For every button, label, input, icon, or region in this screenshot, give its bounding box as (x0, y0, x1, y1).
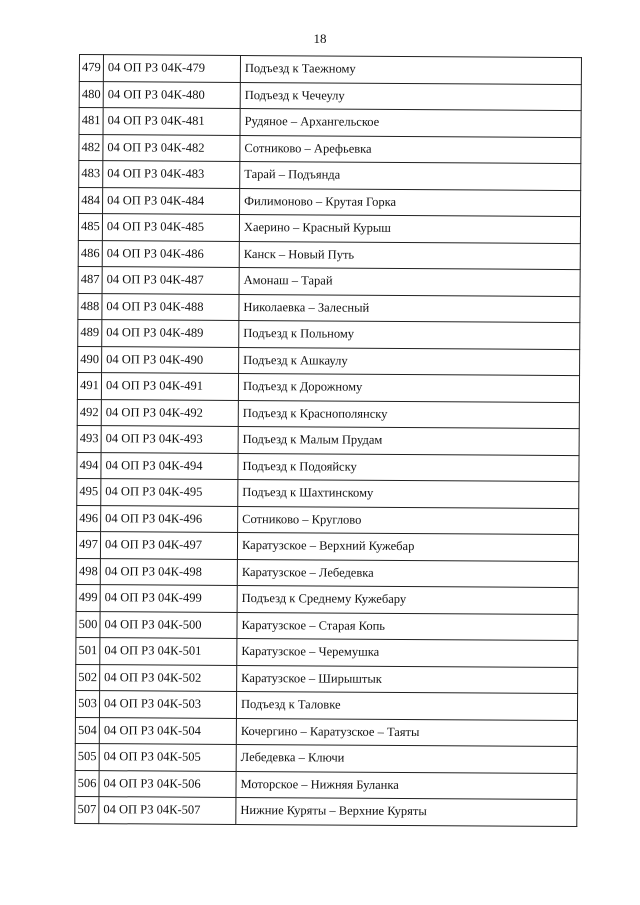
road-name-cell: Подъезд к Чечеулу (240, 82, 581, 111)
road-name-cell: Сотниково – Круглово (238, 506, 579, 535)
row-number-cell: 494 (77, 452, 101, 479)
table-row (76, 558, 578, 588)
road-name-cell: Каратузское – Ширыштык (237, 665, 578, 694)
road-code-cell: 04 ОП РЗ 04К-489 (102, 320, 239, 347)
road-code-cell: 04 ОП РЗ 04К-503 (99, 691, 236, 718)
road-name-cell: Подъезд к Среднему Кужебару (237, 585, 578, 614)
road-code-cell: 04 ОП РЗ 04К-486 (102, 240, 239, 267)
row-number-cell: 496 (77, 505, 101, 532)
road-name-cell: Моторское – Нижняя Буланка (236, 771, 577, 800)
road-code-cell: 04 ОП РЗ 04К-488 (102, 293, 239, 320)
roads-table-body (75, 55, 582, 827)
row-number-cell: 498 (76, 558, 100, 585)
road-code-cell: 04 ОП РЗ 04К-485 (102, 214, 239, 241)
row-number-cell: 504 (75, 717, 99, 744)
row-number-cell: 506 (75, 770, 99, 797)
page-number: 18 (313, 31, 327, 46)
road-code-cell: 04 ОП РЗ 04К-480 (103, 81, 240, 108)
road-code-cell: 04 ОП РЗ 04К-499 (100, 585, 237, 612)
row-number-cell: 484 (79, 187, 103, 214)
road-name-cell: Сотниково – Арефьевка (240, 135, 581, 164)
table-row (79, 187, 581, 217)
row-number-cell: 485 (78, 214, 102, 241)
road-code-cell: 04 ОП РЗ 04К-500 (100, 611, 237, 638)
road-name-cell: Тарай – Подъянда (240, 161, 581, 190)
table-row (79, 81, 581, 111)
road-code-cell: 04 ОП РЗ 04К-493 (101, 426, 238, 453)
road-code-cell: 04 ОП РЗ 04К-487 (102, 267, 239, 294)
road-code-cell: 04 ОП РЗ 04К-506 (99, 770, 236, 797)
table-row (77, 425, 579, 455)
road-code-cell: 04 ОП РЗ 04К-497 (100, 532, 237, 559)
row-number-cell: 503 (75, 690, 99, 717)
road-code-cell: 04 ОП РЗ 04К-502 (100, 664, 237, 691)
row-number-cell: 507 (75, 796, 99, 823)
row-number-cell: 500 (76, 611, 100, 638)
road-name-cell: Каратузское – Верхний Кужебар (237, 532, 578, 561)
road-code-cell: 04 ОП РЗ 04К-479 (103, 55, 240, 82)
road-code-cell: 04 ОП РЗ 04К-483 (103, 161, 240, 188)
table-row (75, 743, 577, 773)
road-code-cell: 04 ОП РЗ 04К-507 (99, 797, 236, 824)
road-name-cell: Каратузское – Черемушка (237, 638, 578, 667)
table-row (75, 690, 577, 720)
table-row (79, 108, 581, 138)
road-name-cell: Лебедевка – Ключи (236, 744, 577, 773)
table-row (75, 717, 577, 747)
row-number-cell: 497 (76, 531, 100, 558)
road-code-cell: 04 ОП РЗ 04К-498 (100, 558, 237, 585)
table-row (78, 293, 580, 323)
road-name-cell: Филимоново – Крутая Горка (240, 188, 581, 217)
road-name-cell: Подъезд к Таловке (236, 691, 577, 720)
road-name-cell: Кочергино – Каратузское – Таяты (236, 718, 577, 747)
roads-table (74, 54, 582, 827)
table-row (76, 664, 578, 694)
road-name-cell: Подъезд к Польному (239, 320, 580, 349)
table-row (78, 214, 580, 244)
road-code-cell: 04 ОП РЗ 04К-505 (99, 744, 236, 771)
table-row (78, 319, 580, 349)
table-row (76, 611, 578, 641)
row-number-cell: 499 (76, 584, 100, 611)
table-row (79, 134, 581, 164)
table-row (75, 796, 577, 826)
road-name-cell: Хаерино – Красный Курыш (239, 214, 580, 243)
table-row (77, 372, 579, 402)
road-name-cell: Подъезд к Дорожному (238, 373, 579, 402)
table-row (77, 505, 579, 535)
table-row (79, 55, 581, 85)
road-code-cell: 04 ОП РЗ 04К-490 (102, 346, 239, 373)
row-number-cell: 489 (78, 319, 102, 346)
road-name-cell: Рудяное – Архангельское (240, 108, 581, 137)
row-number-cell: 479 (79, 55, 103, 82)
row-number-cell: 488 (78, 293, 102, 320)
table-row (77, 452, 579, 482)
road-code-cell: 04 ОП РЗ 04К-492 (101, 399, 238, 426)
road-name-cell: Амонаш – Тарай (239, 267, 580, 296)
row-number-cell: 481 (79, 108, 103, 135)
table-row (76, 584, 578, 614)
road-name-cell: Подъезд к Ашкаулу (239, 347, 580, 376)
row-number-cell: 490 (78, 346, 102, 373)
row-number-cell: 492 (77, 399, 101, 426)
table-row (76, 637, 578, 667)
road-name-cell: Канск – Новый Путь (239, 241, 580, 270)
road-code-cell: 04 ОП РЗ 04К-481 (103, 108, 240, 135)
road-name-cell: Подъезд к Шахтинскому (238, 479, 579, 508)
road-code-cell: 04 ОП РЗ 04К-494 (101, 452, 238, 479)
road-name-cell: Каратузское – Лебедевка (237, 559, 578, 588)
table-row (77, 399, 579, 429)
road-name-cell: Нижние Куряты – Верхние Куряты (236, 797, 577, 826)
row-number-cell: 501 (76, 637, 100, 664)
row-number-cell: 483 (79, 161, 103, 188)
table-row (78, 266, 580, 296)
table-row (78, 346, 580, 376)
row-number-cell: 505 (75, 743, 99, 770)
row-number-cell: 495 (77, 478, 101, 505)
table-row (75, 770, 577, 800)
road-code-cell: 04 ОП РЗ 04К-504 (99, 717, 236, 744)
road-name-cell: Николаевка – Залесный (239, 294, 580, 323)
road-code-cell: 04 ОП РЗ 04К-482 (103, 134, 240, 161)
table-row (79, 161, 581, 191)
road-code-cell: 04 ОП РЗ 04К-491 (101, 373, 238, 400)
road-name-cell: Подъезд к Подояйску (238, 453, 579, 482)
row-number-cell: 487 (78, 266, 102, 293)
road-code-cell: 04 ОП РЗ 04К-495 (101, 479, 238, 506)
road-code-cell: 04 ОП РЗ 04К-484 (103, 187, 240, 214)
road-name-cell: Подъезд к Малым Прудам (238, 426, 579, 455)
road-code-cell: 04 ОП РЗ 04К-501 (100, 638, 237, 665)
table-row (77, 478, 579, 508)
row-number-cell: 480 (79, 81, 103, 108)
road-name-cell: Подъезд к Таежному (240, 55, 581, 84)
row-number-cell: 486 (78, 240, 102, 267)
row-number-cell: 493 (77, 425, 101, 452)
table-row (78, 240, 580, 270)
road-name-cell: Каратузское – Старая Копь (237, 612, 578, 641)
row-number-cell: 491 (77, 372, 101, 399)
row-number-cell: 502 (76, 664, 100, 691)
row-number-cell: 482 (79, 134, 103, 161)
road-name-cell: Подъезд к Краснополянску (238, 400, 579, 429)
table-row (76, 531, 578, 561)
road-code-cell: 04 ОП РЗ 04К-496 (101, 505, 238, 532)
